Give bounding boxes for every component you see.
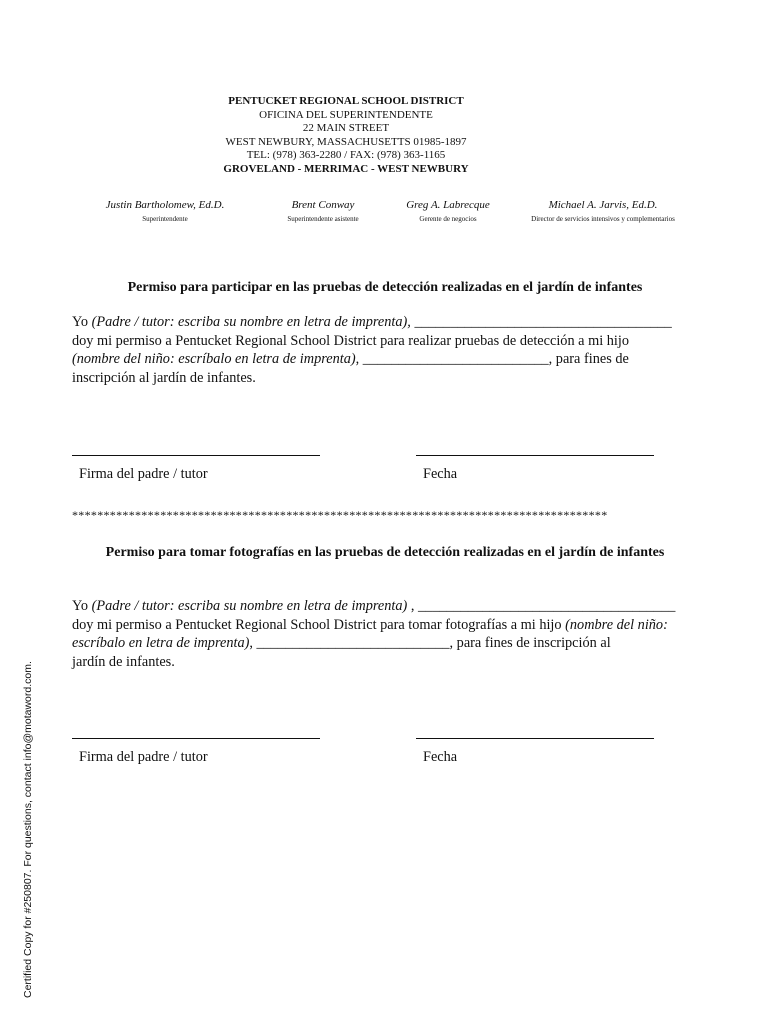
child-name-blank[interactable]: , ___________________________, para fines de inscripción al	[249, 635, 611, 651]
certification-note: Certified Copy for #250807. For questions, contact info@motaword.com.	[22, 661, 34, 998]
parent-name-hint: (Padre / tutor: escriba su nombre en letra de imprenta),	[91, 314, 411, 330]
child-name-blank[interactable]: , __________________________, para fines de	[355, 351, 629, 367]
purpose-text: inscripción al jardín de infantes.	[72, 369, 256, 386]
text-yo: Yo	[72, 314, 92, 330]
staff-name: Brent Conway	[291, 199, 355, 211]
phone-fax: TEL: (978) 363-2280 / FAX: (978) 363-1165	[246, 149, 446, 161]
parent-signature-label: Firma del padre / tutor	[79, 749, 208, 765]
parent-name-blank[interactable]: , ____________________________________	[407, 598, 676, 614]
towns: GROVELAND - MERRIMAC - WEST NEWBURY	[223, 162, 469, 175]
permission-text: doy mi permiso a Pentucket Regional School District para realizar pruebas de detección a mi hijo	[72, 332, 630, 349]
staff-role: Superintendente asistente	[287, 215, 359, 223]
section2-heading: Permiso para tomar fotografías en las pruebas de detección realizadas en el jardín de infantes	[105, 545, 665, 560]
date-line[interactable]	[416, 455, 654, 456]
child-name-hint: (nombre del niño: escríbalo en letra de imprenta)	[72, 616, 668, 651]
section2-paragraph	[72, 597, 712, 671]
district-name: PENTUCKET REGIONAL SCHOOL DISTRICT	[228, 95, 464, 107]
city-address: WEST NEWBURY, MASSACHUSETTS 01985-1897	[225, 135, 467, 148]
purpose-text: jardín de infantes.	[72, 653, 175, 670]
date-line[interactable]	[416, 738, 654, 739]
parent-name-blank[interactable]: ____________________________________	[410, 314, 672, 330]
section-separator: *************************************************************************************	[72, 508, 608, 522]
section1-heading: Permiso para participar en las pruebas de detección realizadas en el jardín de infantes	[127, 280, 643, 295]
parent-name-hint: (Padre / tutor: escriba su nombre en letra de imprenta)	[91, 598, 408, 614]
staff-name: Justin Bartholomew, Ed.D.	[105, 199, 225, 211]
staff-name: Michael A. Jarvis, Ed.D.	[548, 199, 658, 211]
staff-role: Director de servicios intensivos y complementarios	[531, 215, 675, 223]
section1-paragraph	[72, 313, 712, 387]
staff-name: Greg A. Labrecque	[406, 199, 490, 211]
permission-text: doy mi permiso a Pentucket Regional School District para tomar fotografías a mi hijo	[72, 616, 566, 633]
staff-role: Gerente de negocios	[419, 215, 477, 223]
staff-role: Superintendente	[142, 215, 188, 223]
staff-director	[493, 199, 713, 225]
parent-signature-line[interactable]	[72, 738, 320, 739]
text-yo: Yo	[72, 598, 92, 614]
date-label: Fecha	[423, 749, 458, 765]
date-label: Fecha	[423, 466, 458, 482]
street-address: 22 MAIN STREET	[302, 122, 390, 134]
parent-signature-line[interactable]	[72, 455, 320, 456]
office-name: OFICINA DEL SUPERINTENDENTE	[259, 108, 433, 121]
letterhead	[0, 95, 692, 176]
child-name-hint: (nombre del niño: escríbalo en letra de imprenta)	[72, 351, 356, 367]
parent-signature-label: Firma del padre / tutor	[79, 466, 208, 482]
